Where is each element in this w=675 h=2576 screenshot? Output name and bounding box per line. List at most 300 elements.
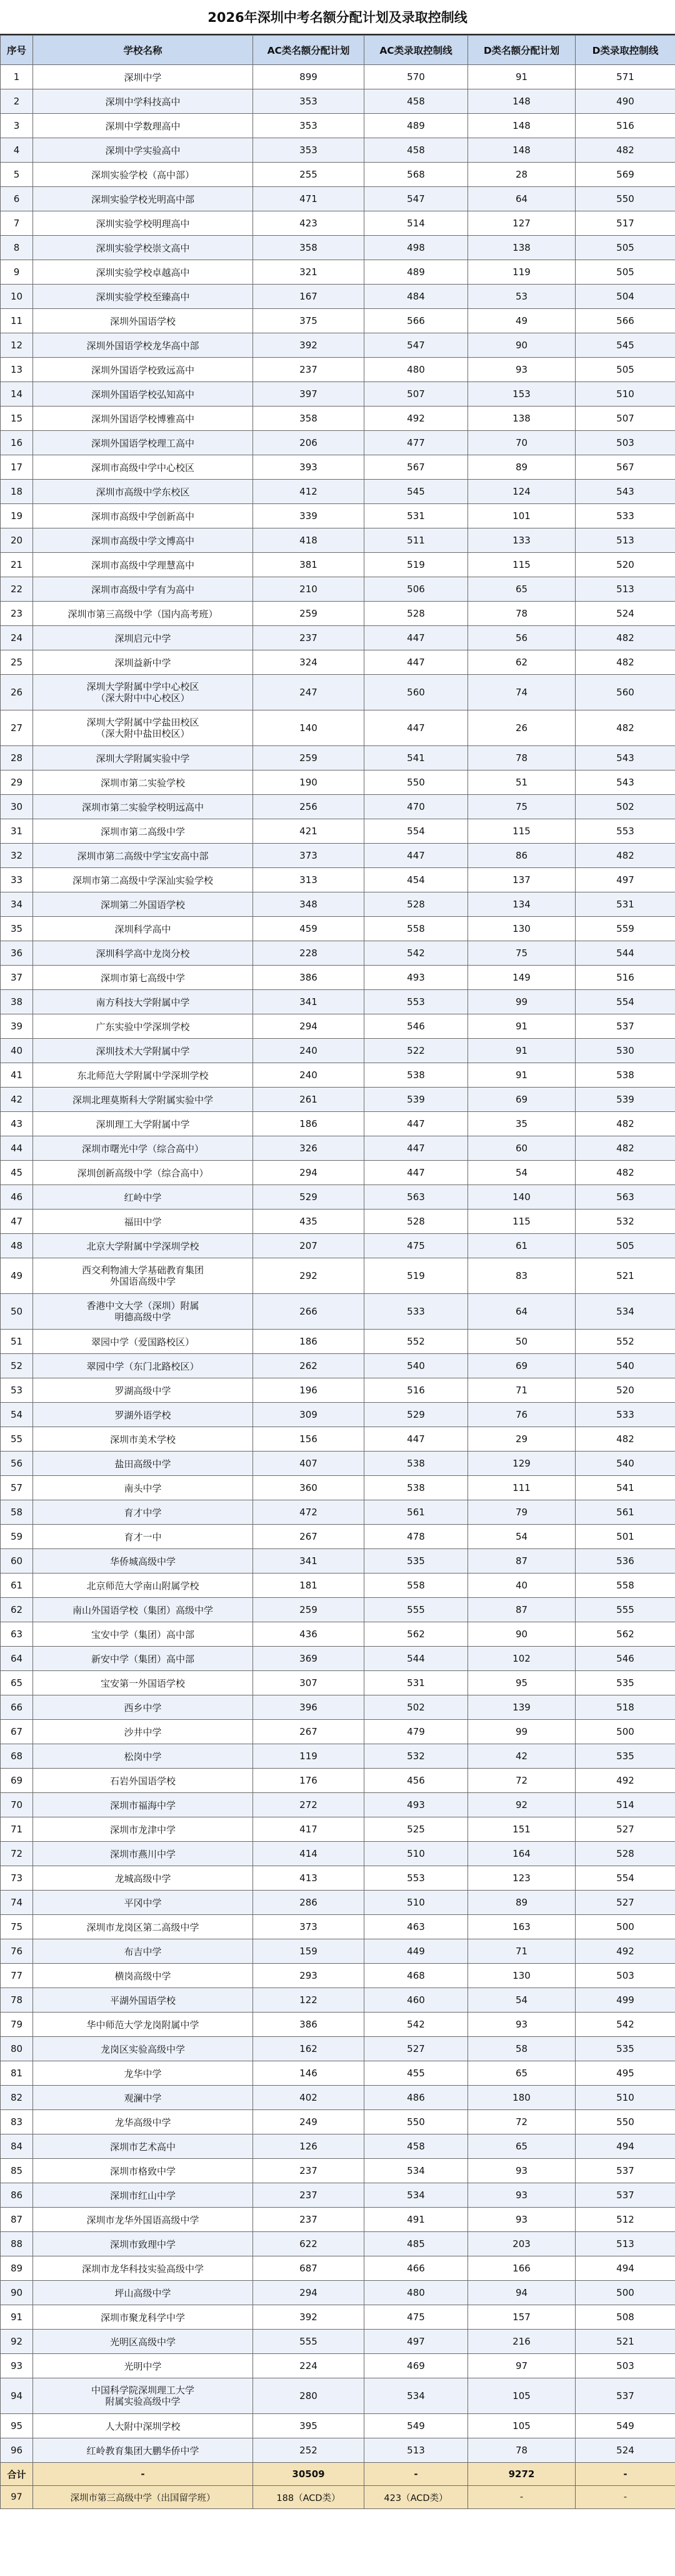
cell-ac-plan: 210 <box>253 577 364 602</box>
table-row <box>1 1403 675 1427</box>
cell-no: 3 <box>1 114 33 138</box>
cell-d-plan: 97 <box>468 2354 576 2378</box>
cell-school-name: 深圳市第二高级中学深汕实验学校 <box>33 868 253 892</box>
table-row <box>1 2159 675 2183</box>
cell-ac-line: 568 <box>364 163 468 187</box>
cell-school-name: 新安中学（集团）高中部 <box>33 1647 253 1671</box>
cell-d-line: 505 <box>576 260 675 285</box>
cell-d-plan: 203 <box>468 2232 576 2256</box>
table-row <box>1 455 675 480</box>
total-row <box>1 2463 675 2486</box>
cell-ac-plan: 266 <box>253 1294 364 1330</box>
cell-d-line: 521 <box>576 2330 675 2354</box>
table-row <box>1 2061 675 2086</box>
cell-school-name: 深圳中学数理高中 <box>33 114 253 138</box>
table-row <box>1 1671 675 1695</box>
cell-d-line: 546 <box>576 1647 675 1671</box>
cell-d-plan: 69 <box>468 1088 576 1112</box>
cell-d-plan: 157 <box>468 2305 576 2330</box>
total-d-plan: 9272 <box>468 2463 576 2486</box>
cell-d-plan: 129 <box>468 1452 576 1476</box>
cell-ac-plan: 423 <box>253 211 364 236</box>
cell-d-plan: 123 <box>468 1866 576 1891</box>
cell-ac-line: 447 <box>364 626 468 650</box>
cell-no: 79 <box>1 2013 33 2037</box>
cell-ac-plan: 307 <box>253 1671 364 1695</box>
table-row <box>1 650 675 675</box>
cell-ac-plan: 358 <box>253 407 364 431</box>
cell-ac-plan: 162 <box>253 2037 364 2061</box>
total-label: 合计 <box>1 2463 33 2486</box>
cell-d-line: 537 <box>576 2378 675 2414</box>
cell-ac-plan: 293 <box>253 1964 364 1988</box>
cell-ac-plan: 249 <box>253 2110 364 2134</box>
cell-no: 30 <box>1 795 33 819</box>
cell-d-line: 541 <box>576 1476 675 1500</box>
cell-no: 70 <box>1 1793 33 1817</box>
cell-ac-line: 447 <box>364 1136 468 1161</box>
cell-ac-plan: 159 <box>253 1939 364 1964</box>
cell-d-plan: 153 <box>468 382 576 407</box>
cell-ac-plan: 146 <box>253 2061 364 2086</box>
cell-no: 36 <box>1 941 33 966</box>
cell-ac-line: 513 <box>364 2438 468 2463</box>
header-no: 序号 <box>1 36 33 65</box>
cell-d-line: 563 <box>576 1185 675 1210</box>
cell-no: 50 <box>1 1294 33 1330</box>
cell-ac-line: 497 <box>364 2330 468 2354</box>
cell-school-name: 松岗中学 <box>33 1744 253 1769</box>
cell-school-name: 石岩外国语学校 <box>33 1769 253 1793</box>
cell-ac-plan: 313 <box>253 868 364 892</box>
cell-school-name: 平湖外国语学校 <box>33 1988 253 2013</box>
cell-d-plan: 216 <box>468 2330 576 2354</box>
cell-no: 21 <box>1 553 33 577</box>
cell-ac-line: 447 <box>364 844 468 868</box>
cell-d-plan: 42 <box>468 1744 576 1769</box>
table-row <box>1 1769 675 1793</box>
cell-no: 27 <box>1 710 33 746</box>
cell-ac-plan: 237 <box>253 2159 364 2183</box>
cell-ac-plan: 353 <box>253 89 364 114</box>
cell-d-line: 537 <box>576 1014 675 1039</box>
cell-no: 20 <box>1 528 33 553</box>
cell-d-line: 550 <box>576 187 675 211</box>
cell-no: 48 <box>1 1234 33 1258</box>
cell-ac-plan: 555 <box>253 2330 364 2354</box>
table-row <box>1 1891 675 1915</box>
table-row <box>1 2134 675 2159</box>
cell-ac-plan: 321 <box>253 260 364 285</box>
cell-d-line: 512 <box>576 2208 675 2232</box>
cell-ac-line: 570 <box>364 65 468 89</box>
cell-d-line: 530 <box>576 1039 675 1063</box>
cell-no: 40 <box>1 1039 33 1063</box>
cell-ac-line: 534 <box>364 2378 468 2414</box>
cell-no: 72 <box>1 1842 33 1866</box>
cell-d-plan: 69 <box>468 1354 576 1378</box>
cell-ac-line: 475 <box>364 1234 468 1258</box>
cell-d-plan: 115 <box>468 553 576 577</box>
header-ac-line: AC类录取控制线 <box>364 36 468 65</box>
cell-d-plan: 124 <box>468 480 576 504</box>
table-row <box>1 1136 675 1161</box>
cell-ac-plan: 353 <box>253 138 364 163</box>
cell-ac-plan: 176 <box>253 1769 364 1793</box>
table-row <box>1 1500 675 1525</box>
cell-ac-line: 470 <box>364 795 468 819</box>
cell-school-name: 深圳实验学校卓越高中 <box>33 260 253 285</box>
cell-d-plan: 50 <box>468 1330 576 1354</box>
cell-ac-plan: 386 <box>253 966 364 990</box>
table-row <box>1 868 675 892</box>
cell-d-plan: 105 <box>468 2378 576 2414</box>
cell-d-plan: 138 <box>468 236 576 260</box>
cell-no: 82 <box>1 2086 33 2110</box>
cell-no: 4 <box>1 138 33 163</box>
cell-ac-line: 531 <box>364 504 468 528</box>
table-row <box>1 1573 675 1598</box>
cell-ac-line: 550 <box>364 770 468 795</box>
cell-ac-line: 544 <box>364 1647 468 1671</box>
table-footer <box>1 2463 675 2509</box>
cell-no: 24 <box>1 626 33 650</box>
table-header <box>1 36 675 65</box>
cell-d-line: 527 <box>576 1817 675 1842</box>
cell-school-name: 深圳市福海中学 <box>33 1793 253 1817</box>
table-row <box>1 1842 675 1866</box>
table-row <box>1 1378 675 1403</box>
cell-no: 65 <box>1 1671 33 1695</box>
cell-d-line: 500 <box>576 2281 675 2305</box>
table-row <box>1 1549 675 1573</box>
cell-school-name: 罗湖高级中学 <box>33 1378 253 1403</box>
cell-d-plan: 72 <box>468 2110 576 2134</box>
cell-no: 1 <box>1 65 33 89</box>
cell-d-line: 497 <box>576 868 675 892</box>
cell-no: 83 <box>1 2110 33 2134</box>
cell-school-name: 深圳市第二实验学校明远高中 <box>33 795 253 819</box>
cell-school-name: 南山外国语学校（集团）高级中学 <box>33 1598 253 1622</box>
cell-no: 44 <box>1 1136 33 1161</box>
cell-school-name: 深圳市第三高级中学（国内高考班） <box>33 602 253 626</box>
cell-d-plan: 87 <box>468 1549 576 1573</box>
cell-d-line: 518 <box>576 1695 675 1720</box>
cell-d-line: 520 <box>576 553 675 577</box>
table-row <box>1 163 675 187</box>
cell-d-plan: 115 <box>468 819 576 844</box>
cell-d-line: 500 <box>576 1915 675 1939</box>
cell-no: 88 <box>1 2232 33 2256</box>
cell-no: 43 <box>1 1112 33 1136</box>
cell-school-name: 观澜中学 <box>33 2086 253 2110</box>
table-row <box>1 333 675 358</box>
table-row <box>1 1988 675 2013</box>
cell-school-name: 沙井中学 <box>33 1720 253 1744</box>
cell-d-plan: 71 <box>468 1378 576 1403</box>
cell-d-plan: 105 <box>468 2414 576 2438</box>
cell-d-plan: 119 <box>468 260 576 285</box>
cell-d-line: 510 <box>576 2086 675 2110</box>
cell-no: 18 <box>1 480 33 504</box>
cell-no: 6 <box>1 187 33 211</box>
cell-d-line: 514 <box>576 1793 675 1817</box>
cell-d-line: 553 <box>576 819 675 844</box>
cell-ac-plan: 369 <box>253 1647 364 1671</box>
table-row <box>1 1720 675 1744</box>
cell-ac-plan: 156 <box>253 1427 364 1452</box>
table-row <box>1 2208 675 2232</box>
cell-ac-plan: 267 <box>253 1720 364 1744</box>
cell-no: 37 <box>1 966 33 990</box>
cell-d-plan: 29 <box>468 1427 576 1452</box>
cell-d-line: 537 <box>576 2183 675 2208</box>
cell-no: 67 <box>1 1720 33 1744</box>
cell-ac-line: 563 <box>364 1185 468 1210</box>
cell-ac-line: 507 <box>364 382 468 407</box>
cell-school-name: 深圳市美术学校 <box>33 1427 253 1452</box>
cell-ac-plan: 206 <box>253 431 364 455</box>
cell-d-plan: 93 <box>468 2208 576 2232</box>
cell-ac-line: 561 <box>364 1500 468 1525</box>
cell-d-plan: 148 <box>468 138 576 163</box>
cell-no: 15 <box>1 407 33 431</box>
cell-d-plan: 54 <box>468 1525 576 1549</box>
cell-ac-plan: 309 <box>253 1403 364 1427</box>
cell-ac-line: 456 <box>364 1769 468 1793</box>
cell-d-line: 494 <box>576 2256 675 2281</box>
cell-school-name: 深圳大学附属中学盐田校区 （深大附中盐田校区） <box>33 710 253 746</box>
cell-ac-plan: 348 <box>253 892 364 917</box>
cell-no: 53 <box>1 1378 33 1403</box>
table-row <box>1 1063 675 1088</box>
cell-d-line: 535 <box>576 1671 675 1695</box>
cell-d-line: 516 <box>576 966 675 990</box>
cell-no: 22 <box>1 577 33 602</box>
cell-school-name: 深圳市龙华科技实验高级中学 <box>33 2256 253 2281</box>
header-row <box>1 36 675 65</box>
cell-ac-plan: 237 <box>253 2208 364 2232</box>
cell-ac-line: 506 <box>364 577 468 602</box>
cell-school-name: 深圳市高级中学中心校区 <box>33 455 253 480</box>
cell-school-name: 深圳外国语学校龙华高中部 <box>33 333 253 358</box>
cell-ac-plan: 286 <box>253 1891 364 1915</box>
table-row <box>1 553 675 577</box>
cell-no: 16 <box>1 431 33 455</box>
table-row <box>1 1525 675 1549</box>
cell-ac-line: 538 <box>364 1476 468 1500</box>
header-school-name: 学校名称 <box>33 36 253 65</box>
cell-no: 80 <box>1 2037 33 2061</box>
cell-d-line: 559 <box>576 917 675 941</box>
cell-d-plan: 93 <box>468 358 576 382</box>
cell-school-name: 深圳市致理中学 <box>33 2232 253 2256</box>
cell-ac-plan: 119 <box>253 1744 364 1769</box>
cell-d-line: 560 <box>576 675 675 710</box>
cell-d-plan: 75 <box>468 941 576 966</box>
header-d-plan: D类名额分配计划 <box>468 36 576 65</box>
table-row <box>1 577 675 602</box>
cell-ac-line: 547 <box>364 187 468 211</box>
cell-school-name: 深圳市龙岗区第二高级中学 <box>33 1915 253 1939</box>
cell-ac-plan: 341 <box>253 990 364 1014</box>
cell-d-line: 505 <box>576 358 675 382</box>
cell-no: 8 <box>1 236 33 260</box>
cell-ac-line: 558 <box>364 917 468 941</box>
cell-school-name: 深圳市龙华外国语高级中学 <box>33 2208 253 2232</box>
cell-d-line: 539 <box>576 1088 675 1112</box>
extra-ac-plan: 188（ACD类） <box>253 2486 364 2509</box>
cell-d-plan: 101 <box>468 504 576 528</box>
cell-school-name: 育才一中 <box>33 1525 253 1549</box>
cell-no: 54 <box>1 1403 33 1427</box>
cell-no: 45 <box>1 1161 33 1185</box>
cell-ac-line: 541 <box>364 746 468 770</box>
cell-no: 77 <box>1 1964 33 1988</box>
cell-d-plan: 71 <box>468 1939 576 1964</box>
cell-d-plan: 51 <box>468 770 576 795</box>
cell-ac-plan: 339 <box>253 504 364 528</box>
cell-ac-plan: 472 <box>253 1500 364 1525</box>
cell-no: 78 <box>1 1988 33 2013</box>
cell-no: 58 <box>1 1500 33 1525</box>
cell-ac-plan: 294 <box>253 1161 364 1185</box>
cell-ac-line: 493 <box>364 966 468 990</box>
cell-school-name: 深圳益新中学 <box>33 650 253 675</box>
cell-ac-line: 447 <box>364 1112 468 1136</box>
cell-no: 14 <box>1 382 33 407</box>
cell-ac-line: 567 <box>364 455 468 480</box>
table-row <box>1 187 675 211</box>
table-row <box>1 1476 675 1500</box>
table-row <box>1 2037 675 2061</box>
cell-d-line: 501 <box>576 1525 675 1549</box>
cell-d-line: 503 <box>576 2354 675 2378</box>
cell-ac-plan: 256 <box>253 795 364 819</box>
cell-d-line: 543 <box>576 480 675 504</box>
cell-d-plan: 65 <box>468 2061 576 2086</box>
cell-d-line: 531 <box>576 892 675 917</box>
cell-no: 26 <box>1 675 33 710</box>
cell-school-name: 华侨城高级中学 <box>33 1549 253 1573</box>
cell-ac-plan: 899 <box>253 65 364 89</box>
cell-school-name: 红岭中学 <box>33 1185 253 1210</box>
cell-d-line: 482 <box>576 1427 675 1452</box>
cell-ac-plan: 292 <box>253 1258 364 1294</box>
cell-d-line: 503 <box>576 1964 675 1988</box>
cell-ac-line: 511 <box>364 528 468 553</box>
cell-ac-line: 491 <box>364 2208 468 2232</box>
cell-no: 41 <box>1 1063 33 1088</box>
cell-school-name: 深圳实验学校至臻高中 <box>33 285 253 309</box>
cell-ac-plan: 126 <box>253 2134 364 2159</box>
cell-ac-line: 514 <box>364 211 468 236</box>
cell-no: 13 <box>1 358 33 382</box>
cell-ac-line: 546 <box>364 1014 468 1039</box>
cell-ac-plan: 240 <box>253 1039 364 1063</box>
cell-school-name: 深圳外国语学校博雅高中 <box>33 407 253 431</box>
cell-no: 19 <box>1 504 33 528</box>
cell-no: 95 <box>1 2414 33 2438</box>
cell-no: 91 <box>1 2305 33 2330</box>
cell-ac-line: 516 <box>364 1378 468 1403</box>
cell-d-line: 554 <box>576 990 675 1014</box>
cell-school-name: 红岭教育集团大鹏华侨中学 <box>33 2438 253 2463</box>
cell-school-name: 中国科学院深圳理工大学 附属实验高级中学 <box>33 2378 253 2414</box>
cell-school-name: 人大附中深圳学校 <box>33 2414 253 2438</box>
cell-no: 42 <box>1 1088 33 1112</box>
cell-d-line: 549 <box>576 2414 675 2438</box>
cell-school-name: 深圳实验学校崇文高中 <box>33 236 253 260</box>
cell-d-plan: 93 <box>468 2159 576 2183</box>
cell-d-plan: 91 <box>468 1039 576 1063</box>
cell-no: 64 <box>1 1647 33 1671</box>
cell-d-line: 537 <box>576 2159 675 2183</box>
cell-d-line: 527 <box>576 1891 675 1915</box>
cell-ac-line: 528 <box>364 892 468 917</box>
cell-ac-line: 555 <box>364 1598 468 1622</box>
cell-school-name: 深圳外国语学校弘知高中 <box>33 382 253 407</box>
table-row <box>1 602 675 626</box>
table-row <box>1 2330 675 2354</box>
cell-d-plan: 130 <box>468 1964 576 1988</box>
cell-d-plan: 180 <box>468 2086 576 2110</box>
cell-d-plan: 148 <box>468 114 576 138</box>
cell-ac-line: 458 <box>364 89 468 114</box>
cell-no: 2 <box>1 89 33 114</box>
cell-no: 85 <box>1 2159 33 2183</box>
cell-no: 66 <box>1 1695 33 1720</box>
cell-ac-plan: 237 <box>253 358 364 382</box>
cell-ac-plan: 413 <box>253 1866 364 1891</box>
cell-school-name: 北京大学附属中学深圳学校 <box>33 1234 253 1258</box>
extra-d-line: - <box>576 2486 675 2509</box>
cell-ac-plan: 417 <box>253 1817 364 1842</box>
cell-no: 87 <box>1 2208 33 2232</box>
cell-ac-plan: 140 <box>253 710 364 746</box>
cell-d-plan: 54 <box>468 1161 576 1185</box>
cell-d-plan: 89 <box>468 455 576 480</box>
cell-ac-line: 527 <box>364 2037 468 2061</box>
cell-d-plan: 91 <box>468 65 576 89</box>
cell-d-plan: 53 <box>468 285 576 309</box>
cell-d-line: 544 <box>576 941 675 966</box>
cell-ac-line: 550 <box>364 2110 468 2134</box>
table-row <box>1 236 675 260</box>
cell-school-name: 光明区高级中学 <box>33 2330 253 2354</box>
cell-d-line: 562 <box>576 1622 675 1647</box>
cell-school-name: 深圳大学附属中学中心校区 （深大附中中心校区） <box>33 675 253 710</box>
table-row <box>1 1330 675 1354</box>
cell-school-name: 深圳启元中学 <box>33 626 253 650</box>
table-row <box>1 1014 675 1039</box>
cell-school-name: 深圳市第二高级中学 <box>33 819 253 844</box>
cell-d-plan: 89 <box>468 1891 576 1915</box>
cell-d-line: 552 <box>576 1330 675 1354</box>
cell-d-line: 567 <box>576 455 675 480</box>
cell-school-name: 深圳外国语学校致远高中 <box>33 358 253 382</box>
cell-d-line: 495 <box>576 2061 675 2086</box>
cell-ac-plan: 259 <box>253 746 364 770</box>
cell-school-name: 盐田高级中学 <box>33 1452 253 1476</box>
table-row <box>1 1939 675 1964</box>
cell-d-plan: 74 <box>468 675 576 710</box>
cell-d-line: 482 <box>576 710 675 746</box>
cell-no: 10 <box>1 285 33 309</box>
cell-ac-line: 552 <box>364 1330 468 1354</box>
table-row <box>1 1622 675 1647</box>
cell-ac-line: 553 <box>364 1866 468 1891</box>
